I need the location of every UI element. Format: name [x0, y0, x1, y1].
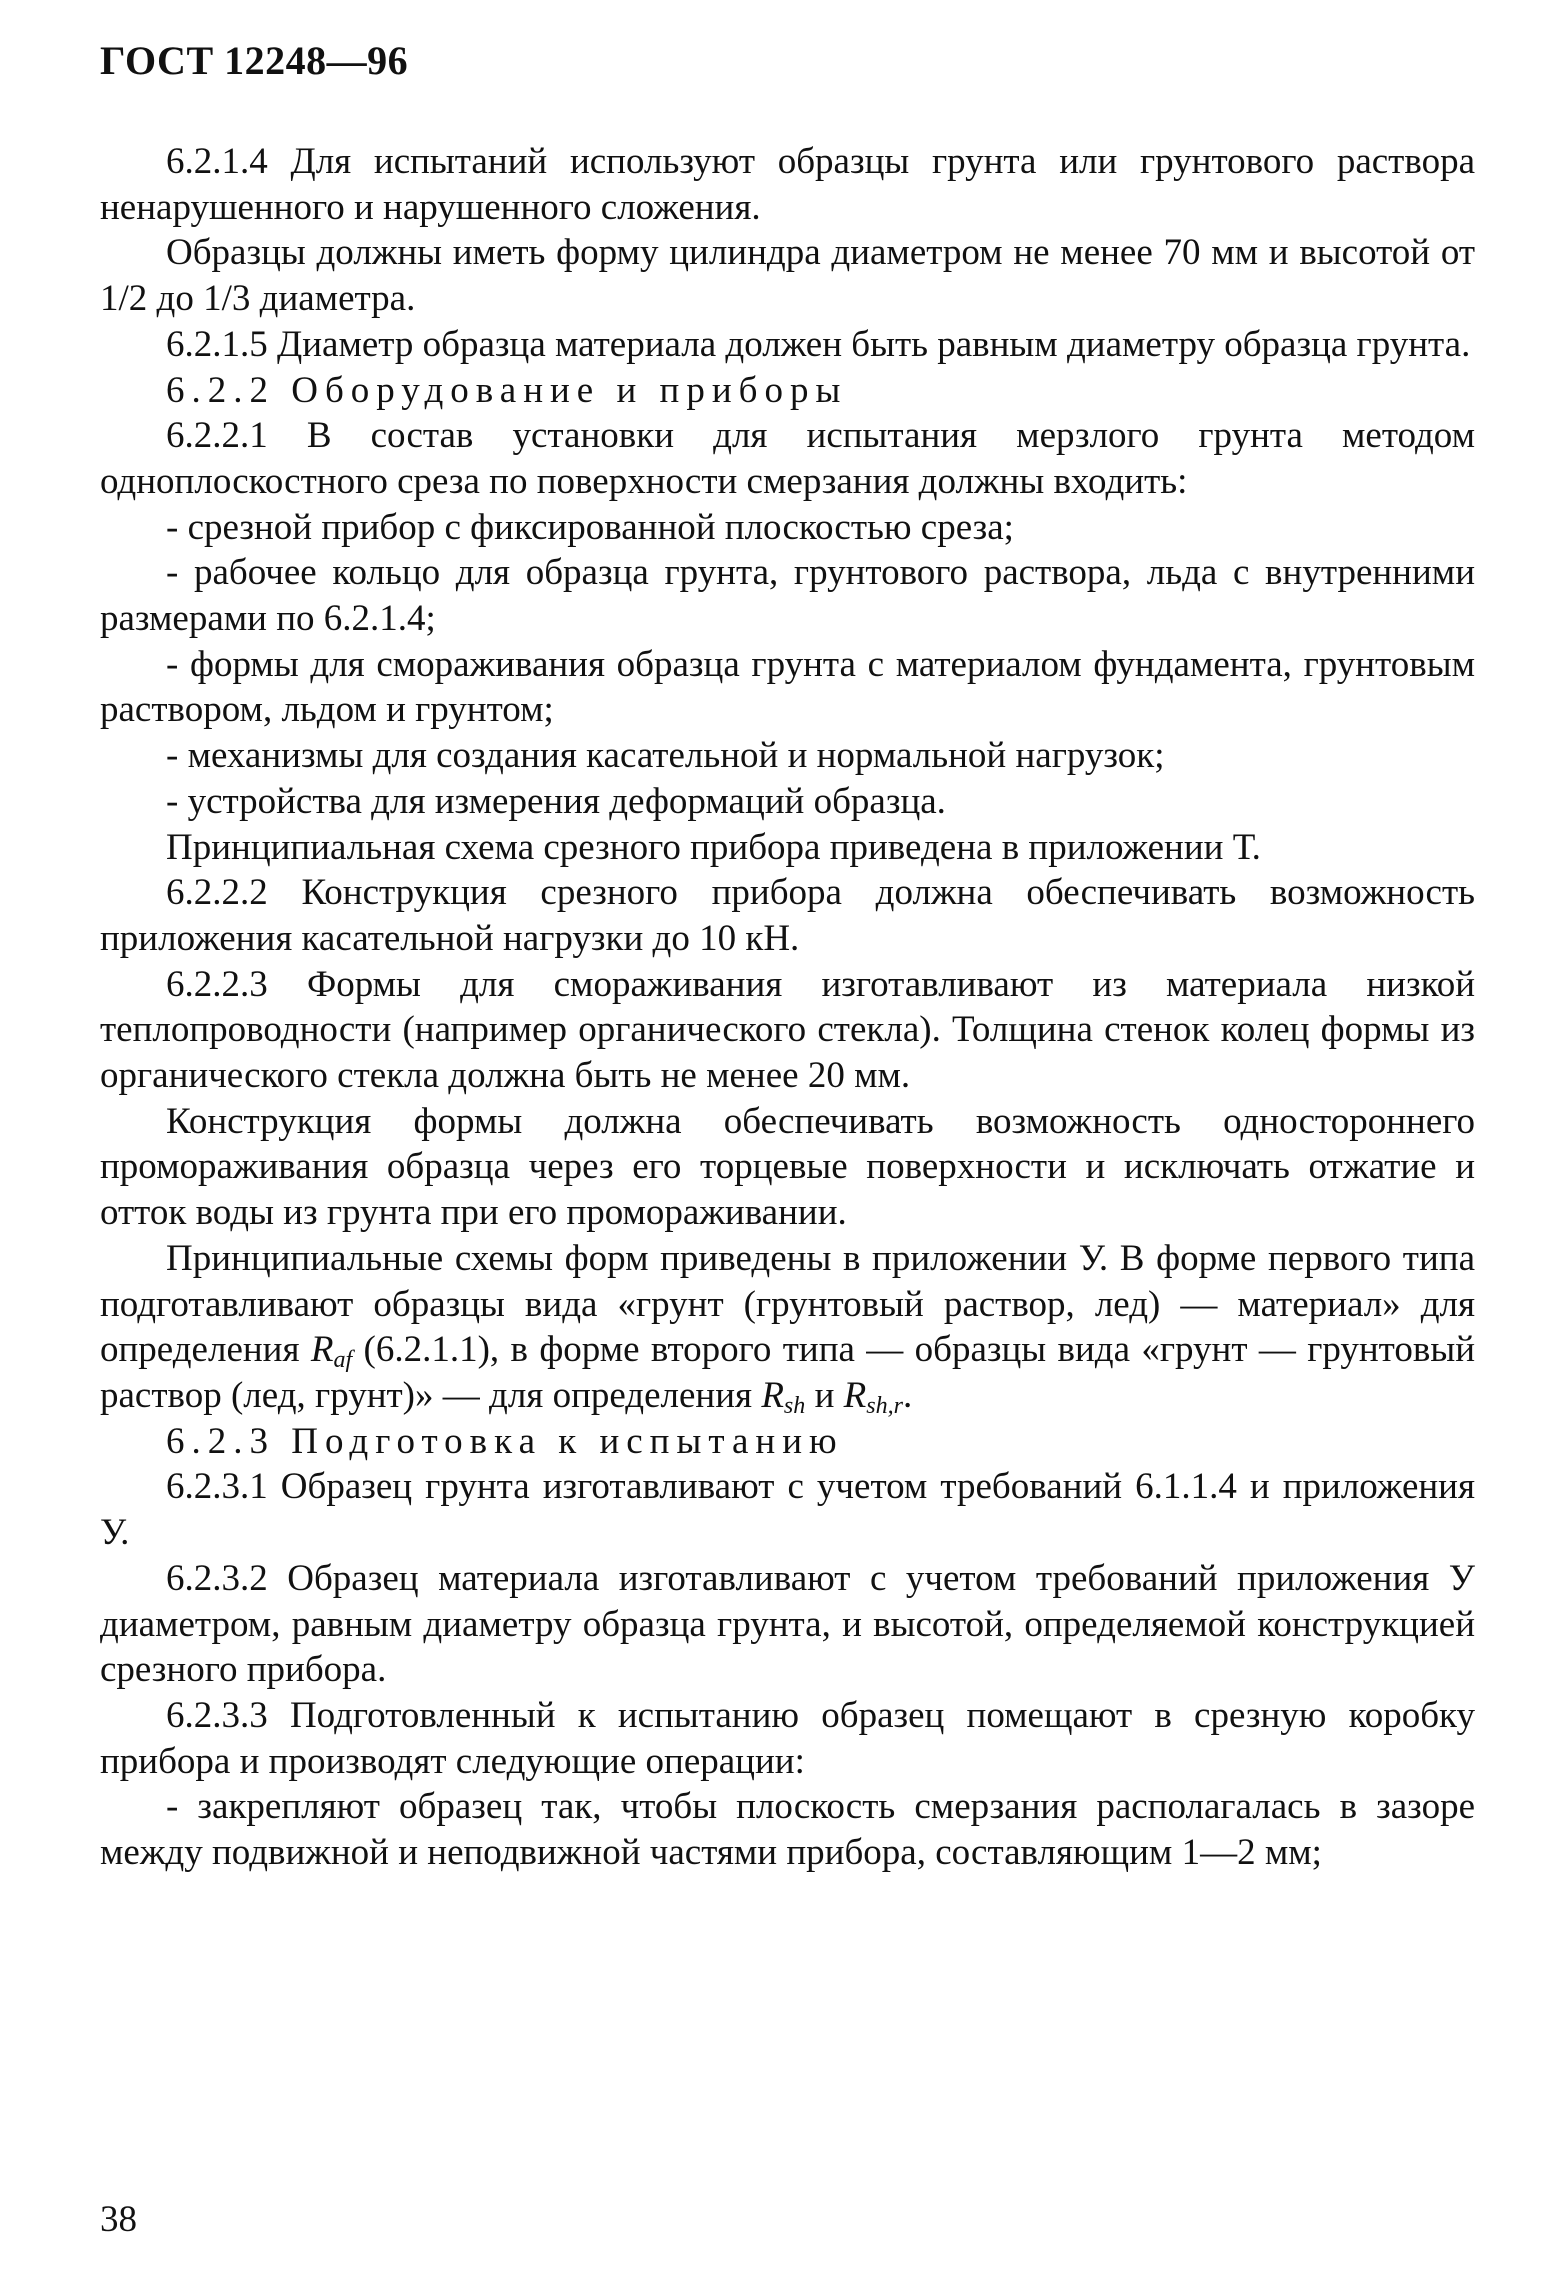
- page-number: 38: [100, 2199, 137, 2240]
- paragraph-6-2-2-1: 6.2.2.1 В состав установки для испытания мерзлого грунта методом одноплоскостного среза по поверхности смерзания должны входить:: [100, 415, 1475, 502]
- list-item-freezing-molds: - формы для смораживания образца грунта с материалом фундамента, грунтовым раствором, льдом и грунтом;: [100, 643, 1475, 731]
- symbol-r-sh-r: $R_{sh,r}$: [843, 1374, 903, 1419]
- list-item-load-mechanisms: - механизмы для создания касательной и нормальной нагрузок;: [166, 735, 1165, 777]
- forms-text-part4: .: [903, 1374, 913, 1416]
- list-item-shear-device: - срезной прибор с фиксированной плоскостью среза;: [166, 506, 1014, 548]
- paragraph-6-2-1-5: 6.2.1.5 Диаметр образца материала должен быть равным диаметру образца грунта.: [166, 323, 1471, 365]
- section-heading-equipment: 6.2.2 Оборудование и приборы: [166, 369, 848, 411]
- paragraph-mold-schemes: [100, 1236, 1475, 1419]
- symbol-r-sh: $R_{sh}$: [761, 1374, 806, 1419]
- paragraph-6-2-2-3: 6.2.2.3 Формы для смораживания изготавливают из материала низкой теплопроводности (например органического стекла). Толщина стенок колец формы из органического стекла должна быть не менее 20 мм.: [100, 963, 1475, 1097]
- document-header: ГОСТ 12248—96: [100, 38, 409, 83]
- list-item-working-ring: - рабочее кольцо для образца грунта, грунтового раствора, льда с внутренними размерами по 6.2.1.4;: [100, 552, 1475, 640]
- paragraph-6-2-2-2: 6.2.2.2 Конструкция срезного прибора должна обеспечивать возможность приложения касательной нагрузки до 10 кН.: [100, 872, 1475, 959]
- list-item-deformation-devices: - устройства для измерения деформаций образца.: [166, 780, 946, 822]
- paragraph-scheme-appendix-t: Принципиальная схема срезного прибора приведена в приложении Т.: [166, 826, 1261, 868]
- forms-text-part3: и: [805, 1374, 844, 1416]
- forms-text-part1: Принципиальные схемы форм приведены в приложении У. В форме первого типа подготавливают образцы вида «грунт (грунтовый раствор, лед) — материал» для определения: [100, 1237, 1475, 1371]
- document-body: [100, 139, 1475, 1876]
- paragraph-6-2-1-4: 6.2.1.4 Для испытаний используют образцы грунта или грунтового раствора ненарушенного и нарушенного сложения.: [100, 141, 1475, 228]
- paragraph-6-2-3-2: 6.2.3.2 Образец материала изготавливают с учетом требований приложения У диаметром, равным диаметру образца грунта, и высотой, определяемой конструкцией срезного прибора.: [100, 1557, 1475, 1691]
- paragraph-6-2-3-3: 6.2.3.3 Подготовленный к испытанию образец помещают в срезную коробку прибора и производят следующие операции:: [100, 1694, 1475, 1782]
- paragraph-6-2-3-1: 6.2.3.1 Образец грунта изготавливают с учетом требований 6.1.1.4 и приложения У.: [100, 1466, 1475, 1554]
- forms-text-part2: (6.2.1.1), в форме второго типа — образцы вида «грунт — грунтовый раствор (лед, грунт)» — для определения: [100, 1329, 1475, 1416]
- list-item-fix-sample: - закрепляют образец так, чтобы плоскость смерзания располагалась в зазоре между подвижной и неподвижной частями прибора, составляющим 1—2 мм;: [100, 1786, 1475, 1874]
- symbol-r-af: $R_{af}$: [310, 1329, 353, 1374]
- paragraph-mold-design: Конструкция формы должна обеспечивать возможность одностороннего промораживания образца через его торцевые поверхности и исключать отжатие и отток воды из грунта при его промораживании.: [100, 1100, 1475, 1234]
- section-heading-preparation: 6.2.3 Подготовка к испытанию: [166, 1420, 844, 1462]
- paragraph-sample-shape: Образцы должны иметь форму цилиндра диаметром не менее 70 мм и высотой от 1/2 до 1/3 диаметра.: [100, 232, 1475, 320]
